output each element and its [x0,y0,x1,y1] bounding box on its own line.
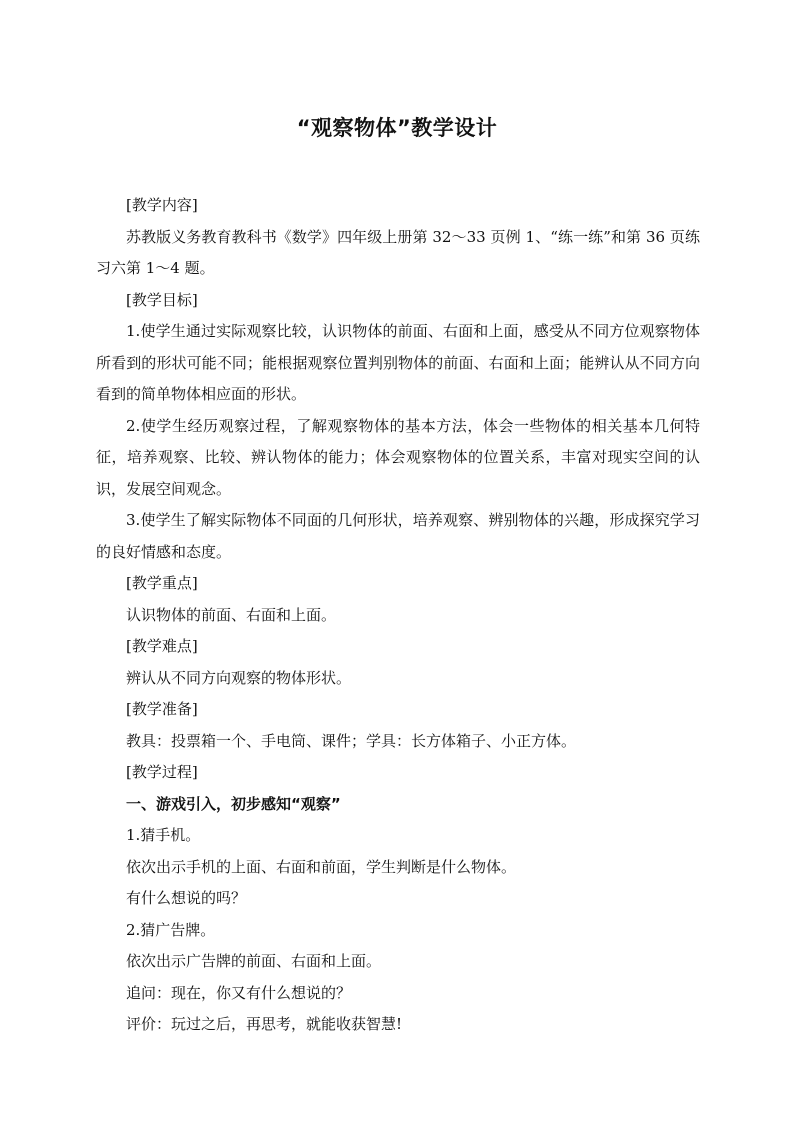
process-item-1: 1.猜手机。 [126,826,201,844]
content-paragraph: 苏教版义务教育教科书《数学》四年级上册第 32～33 页例 1、“练一练”和第 36 页练习六第 1～4 题。 [96,227,700,277]
objective-paragraph-2: 2.使学生经历观察过程，了解观察物体的基本方法，体会一些物体的相关基本几何特征，培养观察、比较、辨认物体的能力；体会观察物体的位置关系，丰富对现实空间的认识，发展空间观念。 [96,416,700,498]
key-points-paragraph: 认识物体的前面、右面和上面。 [126,605,337,624]
section-heading-content: [教学内容] [126,196,198,214]
process-paragraph: 有什么想说的吗？ [126,889,247,907]
process-paragraph: 依次出示广告牌的前面、右面和上面。 [126,952,382,970]
section-heading-preparation: [教学准备] [126,700,198,718]
section-heading-objectives: [教学目标] [126,290,198,309]
objective-paragraph-1: 1.使学生通过实际观察比较，认识物体的前面、右面和上面，感受从不同方位观察物体所看到的形状可能不同；能根据观察位置判别物体的前面、右面和上面；能辨认从不同方向看到的简单物体相应面的形状。 [96,322,700,403]
section-heading-process: [教学过程] [126,763,198,781]
objective-paragraph-3: 3.使学生了解实际物体不同面的几何形状，培养观察、辨别物体的兴趣，形成探究学习的良好情感和态度。 [96,511,700,561]
process-paragraph: 追问：现在，你又有什么想说的？ [126,983,352,1002]
document-body [96,190,700,1041]
process-paragraph: 评价：玩过之后，再思考，就能收获智慧! [126,1015,403,1033]
process-item-2: 2.猜广告牌。 [126,920,216,939]
process-paragraph: 依次出示手机的上面、右面和前面，学生判断是什么物体。 [126,857,517,876]
difficulties-paragraph: 辨认从不同方向观察的物体形状。 [126,668,352,687]
section-heading-difficulties: [教学难点] [126,637,198,655]
document-title: “观察物体”教学设计 [296,116,498,140]
process-step-heading: 一、游戏引入，初步感知“观察” [126,794,341,813]
preparation-paragraph: 教具：投票箱一个、手电筒、课件；学具：长方体箱子、小正方体。 [126,731,577,750]
section-heading-key-points: [教学重点] [126,574,198,592]
